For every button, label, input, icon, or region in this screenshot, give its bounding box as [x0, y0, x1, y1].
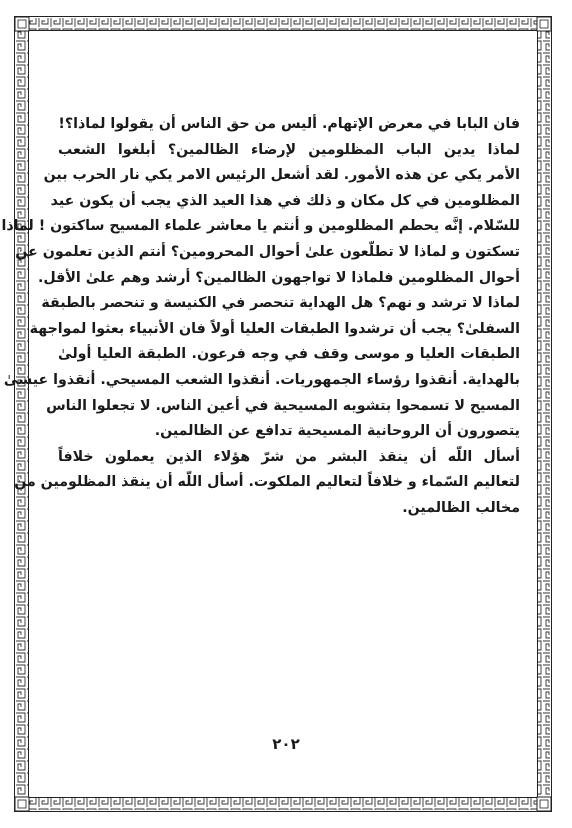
page-number: ٢٠٢	[272, 735, 300, 753]
text-line: المظلومين في كل مكان و ذلك في هذا العيد الذي يجب أن يكون عيد	[50, 192, 520, 209]
text-line: السفلىٰ؟ يجب أن ترشدوا الطبقات العليا أولاً فان الأنبياء بعثوا لمواجهة	[29, 320, 520, 337]
paragraph	[1, 138, 520, 445]
text-line: أحوال المظلومين فلماذا لا تواجهون الظالمين؟ أرشد وهم علىٰ الأقل.	[37, 269, 520, 286]
text-line: للسّلام. إنَّه يحطم المظلومين و أنتم يا معاشر علماء المسيح ساكتون ! لماذا	[1, 218, 520, 235]
text-line: أسأل اللّه أن ينقذ البشر من شرّ هؤلاء الذين يعملون خلافاً	[58, 448, 520, 465]
paragraph	[14, 445, 520, 522]
text-line: مخالب الظالمين.	[402, 499, 520, 516]
text-line: يتصورون أن الروحانية المسيحية تدافع عن الظالمين.	[154, 423, 520, 440]
text-line: فان البابا في معرض الإتهام. أليس من حق الناس أن يقولوا لماذا؟!	[58, 116, 520, 132]
text-line: الأمر يكي عن هذه الأمور. لقد أشعل الرئيس الامر يكي نار الحرب بين	[43, 167, 520, 184]
paragraph	[58, 112, 520, 138]
text-line: المسيح لا تسمحوا بتشويه المسيحية في أعين الناس. لا تجعلوا الناس	[46, 397, 520, 414]
text-line: لتعاليم السّماء و خلافاً لتعاليم الملكوت. أسأل اللّه أن ينقذ المظلومين من	[14, 474, 520, 491]
body-text	[1, 112, 520, 522]
text-line: لماذا لا ترشد و نهم؟ هل الهداية تنحصر في الكنيسة و تنحصر بالطبقة	[41, 295, 520, 312]
text-line: بالهداية. أنقذوا رؤساء الجمهوريات. أنقذوا الشعب المسيحي. أنقذوا عيسىٰ	[3, 371, 520, 388]
text-line: تسكتون و لماذا لا تطلّعون علىٰ أحوال المحرومين؟ أنتم الذين تعلمون عن	[15, 243, 520, 260]
text-line: الطبقات العليا و موسى وقف في وجه فرعون. الطبقة العليا أولىٰ	[58, 346, 520, 363]
text-line: لماذا يدين الباب المظلومين لإرضاء الظالمين؟ أبلغوا الشعب	[58, 141, 520, 158]
